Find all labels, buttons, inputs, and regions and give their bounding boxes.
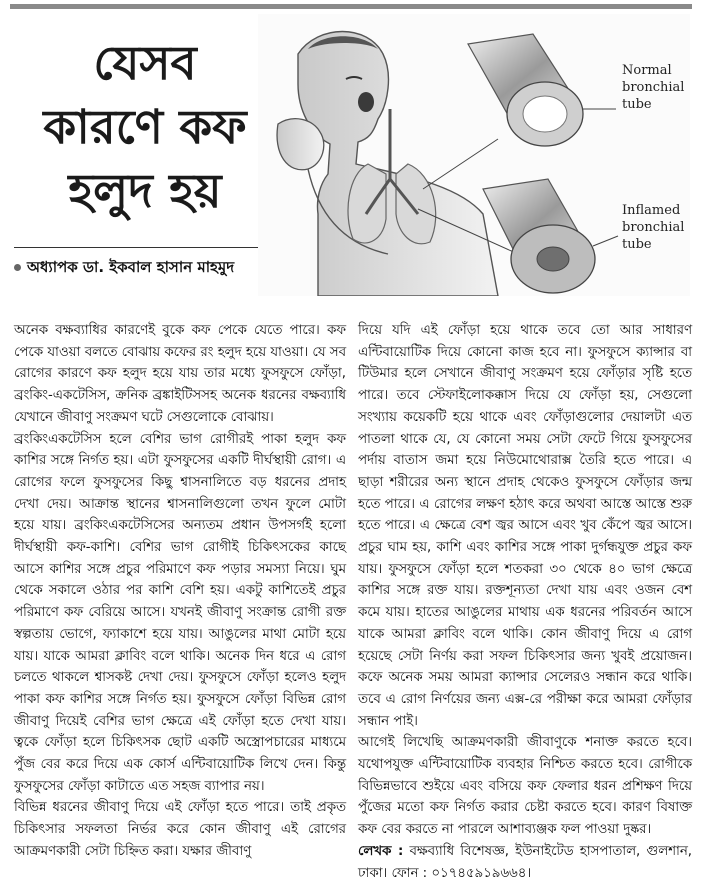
paragraph: অনেক বক্ষব্যাধির কারণেই বুকে কফ পেকে যেতে পারে। কফ পেকে যাওয়া বলতে বোঝায় কফের রং হলুদ হয়ে যাওয়া। যে সব রোগের কারণে কফ হলুদ হয়ে যায় তার মধ্যে ফুসফুসে ফোঁড়া, ব্রংকিং-একটেসিস, ক্রনিক ব্রঙ্কাইটিসসহ অনেক ধরনের বক্ষব্যাধি যেখানে জীবাণু সংক্রমণ ঘটে সেগুলোকে বোঝায়।	[14, 323, 346, 425]
article-column-left	[14, 320, 346, 863]
inflamed-label-line-2: bronchial	[622, 220, 685, 235]
normal-tube-label	[622, 62, 684, 113]
inflamed-tube-label	[622, 202, 684, 253]
inflamed-label-line-1: Inflamed	[622, 203, 681, 218]
headline-line-2: কারণে কফ	[43, 100, 247, 155]
bullet-icon	[14, 264, 21, 271]
signature-label: লেখক :	[358, 843, 404, 859]
article-column-right	[358, 320, 692, 884]
normal-label-line-3: tube	[622, 97, 652, 112]
paragraph: দিয়ে যদি এই ফোঁড়া হয়ে থাকে তবে তো আর সাধারণ এন্টিবায়োটিক দিয়ে কোনো কাজ হবে না। ফুসফুসে ক্যান্সার বা টিউমার হলে সেখানে জীবাণু সংক্রমণ হয়ে ফোঁড়ার সৃষ্টি হতে পারে। তবে স্টেফাইলোকক্কাস দিয়ে যে ফোঁড়া হয়, সেগুলো সংখ্যায় কয়েকটি হয়ে থাকে এবং ফোঁড়াগুলোর দেয়ালটা এত পাতলা থাকে যে, যে কোনো সময় সেটা ফেটে গিয়ে ফুসফুসের পর্দায় বাতাস জমা হয়ে নিউমোথোরাক্স তৈরি হতে পারে। এ ছাড়া শরীরের অন্য স্থানে প্রদাহ থেকেও ফুসফুসে ফোঁড়ার জন্ম হতে পারে। এ রোগের লক্ষণ হঠাৎ করে অথবা আস্তে আস্তে শুরু হতে পারে। এ ক্ষেত্রে বেশ জ্বর আসে এবং খুব কেঁপে জ্বর আসে। প্রচুর ঘাম হয়, কাশি এবং কাশির সঙ্গে পাকা দুর্গন্ধযুক্ত প্রচুর কফ যায়। ফুসফুসে ফোঁড়া হলে শতকরা ৩০ থেকে ৪০ ভাগ ক্ষেত্রে কাশির সঙ্গে রক্ত যায়। রক্তশূন্যতা দেখা যায় এবং ওজন বেশ কমে যায়। হাতের আঙুলের মাথায় এক ধরনের পরিবর্তন আসে যাকে আমরা ক্লাবিং বলে থাকি। কোন জীবাণু দিয়ে এ রোগ হয়েছে সেটা নির্ণয় করা সফল চিকিৎসার জন্য খুবই প্রয়োজন। কফে অনেক সময় আমরা ক্যান্সার সেলেরও সন্ধান করে থাকি। তবে এ রোগ নির্ণয়ের জন্য এক্স-রে পরীক্ষা করে আমরা ফোঁড়ার সন্ধান পাই।	[358, 323, 692, 729]
author-name: অধ্যাপক ডা. ইকবাল হাসান মাহমুদ	[27, 258, 235, 276]
author-signature	[358, 841, 692, 884]
signature-text: বক্ষব্যাধি বিশেষজ্ঞ, ইউনাইটেড হাসপাতাল, গুলশান, ঢাকা। ফোন : ০১৭৪৫৯১৯৬৬৪।	[358, 843, 692, 881]
byline	[14, 247, 280, 281]
normal-label-line-2: bronchial	[622, 80, 685, 95]
paragraph: ব্রংকিংএকটেসিস হলে বেশির ভাগ রোগীরই পাকা হলুদ কফ কাশির সঙ্গে নির্গত হয়। এটা ফুসফুসের একটি দীর্ঘস্থায়ী রোগ। এ রোগের ফলে ফুসফুসের কিছু শ্বাসনালিতে বড় ধরনের প্রদাহ দেখা দেয়। আক্রান্ত স্থানের শ্বাসনালিগুলো তখন ফুলে মোটা হয়ে যায়। ব্রংকিংএকটেসিসের অন্যতম প্রধান উপসর্গই হলো দীর্ঘস্থায়ী কফ-কাশি। বেশির ভাগ রোগীই চিকিৎসকের কাছে আসে কাশির সঙ্গে প্রচুর পরিমাণে কফ পড়ার সমস্যা নিয়ে। ঘুম থেকে সকালে ওঠার পর কাশি বেশি হয়। একটু কাশিতেই প্রচুর পরিমাণে কফ বেরিয়ে আসে। যখনই জীবাণু সংক্রান্ত রোগী রক্ত স্বল্পতায় ভোগে, ফ্যাকাশে হয়ে যায়। আঙুলের মাথা মোটা হয়ে যায়। যাকে আমরা ক্লাবিং বলে থাকি। অনেক দিন ধরে এ রোগ চলতে থাকলে শ্বাসকষ্ট দেখা দেয়। ফুসফুসে ফোঁড়া হলেও হলুদ পাকা কফ কাশির সঙ্গে নির্গত হয়। ফুসফুসে ফোঁড়া বিভিন্ন রোগ জীবাণু দিয়েই বেশির ভাগ ক্ষেত্রে এই ফোঁড়া হতে দেখা যায়। ত্বকে ফোঁড়া হলে চিকিৎসক ছোট একটি অস্ত্রোপচারের মাধ্যমে পুঁজ বের করে দিয়ে এক কোর্স এন্টিবায়োটিক লিখে দেন। কিন্তু ফুসফুসের ফোঁড়া কাটাতে এত সহজ ব্যাপার নয়।	[14, 431, 346, 794]
bronchial-illustration	[258, 14, 690, 296]
inflamed-label-line-3: tube	[622, 237, 652, 252]
normal-label-line-1: Normal	[622, 63, 672, 78]
paragraph: বিভিন্ন ধরনের জীবাণু দিয়ে এই ফোঁড়া হতে পারে। তাই প্রকৃত চিকিৎসার সফলতা নির্ভর করে কোন জীবাণু এই রোগের আক্রমণকারী সেটা চিহ্নিত করা। যক্ষার জীবাণু	[14, 800, 346, 859]
paragraph: আগেই লিখেছি আক্রমণকারী জীবাণুকে শনাক্ত করতে হবে। যথোপযুক্ত এন্টিবায়োটিক ব্যবহার নিশ্চিত করতে হবে। রোগীকে বিভিন্নভাবে শুইয়ে এবং বসিয়ে কফ ফেলার ধরন প্রশিক্ষণ দিয়ে পুঁজের মতো কফ নির্গত করার চেষ্টা করতে হবে। কারণ বিষাক্ত কফ বের করতে না পারলে আশাব্যঞ্জক ফল পাওয়া দুষ্কর।	[358, 735, 692, 838]
headline	[14, 32, 276, 224]
headline-line-3: হলুদ হয়	[68, 164, 222, 219]
headline-line-1: যেসব	[93, 36, 197, 91]
top-rule	[10, 4, 692, 9]
